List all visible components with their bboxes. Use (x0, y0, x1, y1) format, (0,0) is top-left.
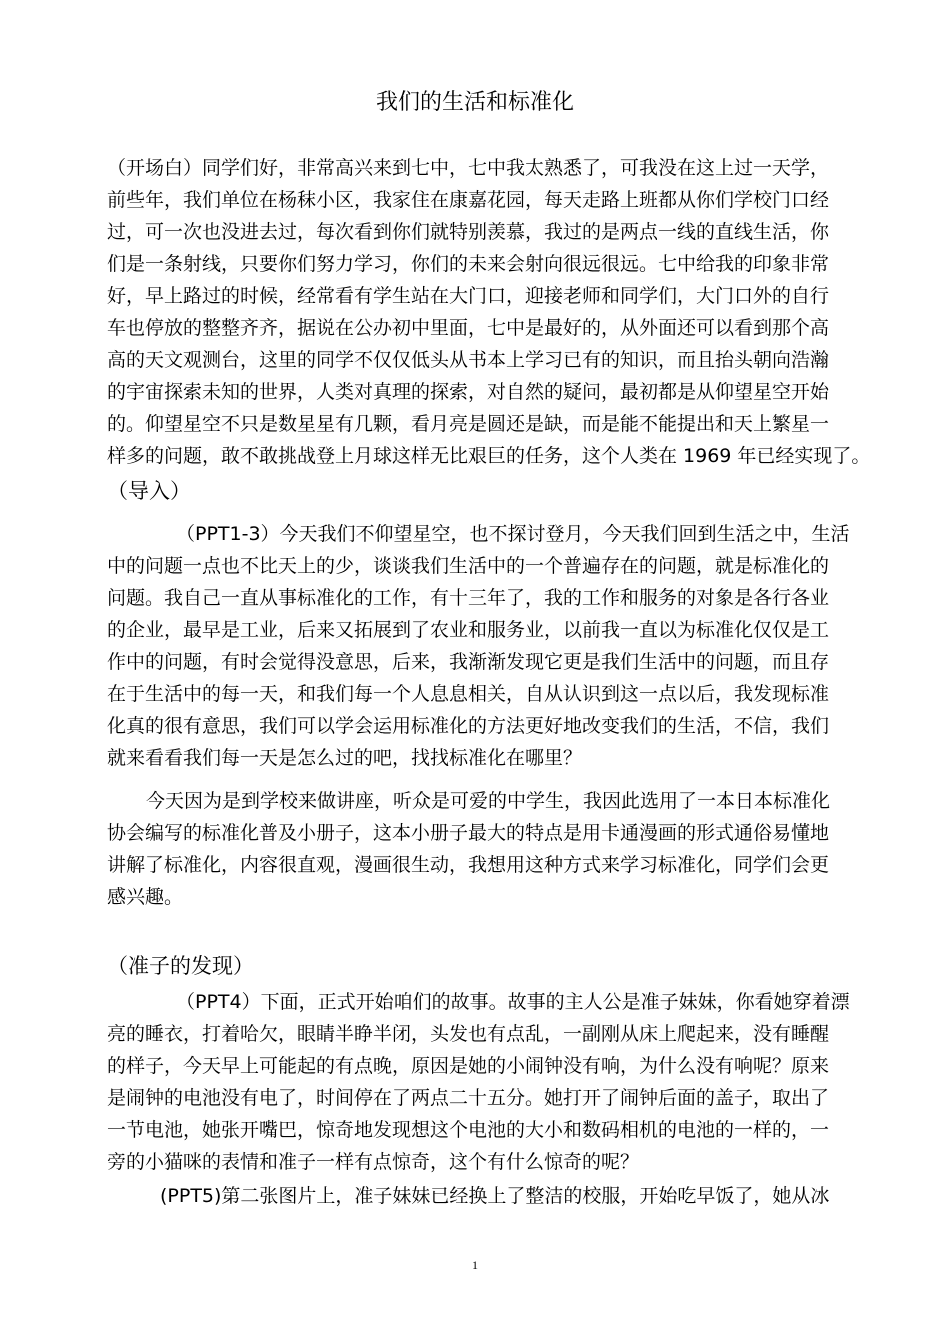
text-line: 高的天文观测台，这里的同学不仅仅低头从书本上学习已有的知识，而且抬头朝向浩瀚 (107, 349, 830, 371)
text-line: 的宇宙探索未知的世界，人类对真理的探索，对自然的疑问，最初都是从仰望星空开始 (107, 381, 830, 403)
text-line: 在于生活中的每一天，和我们每一个人息息相关，自从认识到这一点以后，我发现标准 (107, 683, 830, 705)
text-line: 好，早上路过的时候，经常看有学生站在大门口，迎接老师和同学们，大门口外的自行 (107, 285, 830, 307)
text-line: 讲解了标准化，内容很直观，漫画很生动，我想用这种方式来学习标准化，同学们会更 (107, 854, 830, 876)
text-line: 亮的睡衣，打着哈欠，眼睛半睁半闭，头发也有点乱，一副刚从床上爬起来，没有睡醒 (107, 1023, 830, 1045)
text-line: 的企业，最早是工业，后来又拓展到了农业和服务业，以前我一直以为标准化仅仅是工 (107, 619, 830, 641)
text-line: 中的问题一点也不比天上的少，谈谈我们生活中的一个普遍存在的问题，就是标准化的 (107, 555, 830, 577)
text-line: 的样子，今天早上可能起的有点晚，原因是她的小闹钟没有响，为什么没有响呢？原来 (107, 1055, 830, 1077)
text-line: (PPT5)第二张图片上，准子妹妹已经换上了整洁的校服，开始吃早饭了，她从冰 (160, 1185, 830, 1207)
text-line: 样多的问题，敢不敢挑战登上月球这样无比艰巨的任务，这个人类在 1969 年已经实现了。 (107, 445, 871, 467)
section-heading-intro: （导入） (107, 479, 191, 503)
text-line: 就来看看我们每一天是怎么过的吧，找找标准化在哪里？ (107, 747, 583, 769)
text-line: 旁的小猫咪的表情和准子一样有点惊奇，这个有什么惊奇的呢？ (107, 1151, 640, 1173)
text-line: （PPT1-3）今天我们不仰望星空，也不探讨登月，今天我们回到生活之中，生活 (176, 523, 850, 545)
text-line: 作中的问题，有时会觉得没意思，后来，我渐渐发现它更是我们生活中的问题，而且存 (107, 651, 830, 673)
text-line: 们是一条射线，只要你们努力学习，你们的未来会射向很远很远。七中给我的印象非常 (107, 253, 830, 275)
page-number: 1 (472, 1258, 478, 1272)
text-line: 前些年，我们单位在杨秣小区，我家住在康嘉花园，每天走路上班都从你们学校门口经 (107, 189, 830, 211)
text-line: 一节电池，她张开嘴巴，惊奇地发现想这个电池的大小和数码相机的电池的一样的，一 (107, 1119, 830, 1141)
text-line: 过，可一次也没进去过，每次看到你们就特别羡慕，我过的是两点一线的直线生活，你 (107, 221, 830, 243)
text-line: （开场白）同学们好，非常高兴来到七中，七中我太熟悉了，可我没在这上过一天学， (107, 157, 830, 179)
section-heading-discovery: （准子的发现） (107, 954, 254, 978)
page-title: 我们的生活和标准化 (375, 90, 574, 115)
text-line: 协会编写的标准化普及小册子，这本小册子最大的特点是用卡通漫画的形式通俗易懂地 (107, 822, 830, 844)
text-line: （PPT4）下面，正式开始咱们的故事。故事的主人公是准子妹妹，你看她穿着漂 (176, 991, 850, 1013)
text-line: 化真的很有意思，我们可以学会运用标准化的方法更好地改变我们的生活，不信，我们 (107, 715, 830, 737)
text-line: 今天因为是到学校来做讲座，听众是可爱的中学生，我因此选用了一本日本标准化 (146, 790, 831, 812)
text-line: 是闹钟的电池没有电了，时间停在了两点二十五分。她打开了闹钟后面的盖子，取出了 (107, 1087, 830, 1109)
text-line: 问题。我自己一直从事标准化的工作，有十三年了，我的工作和服务的对象是各行各业 (107, 587, 830, 609)
text-line: 车也停放的整整齐齐，据说在公办初中里面，七中是最好的，从外面还可以看到那个高 (107, 317, 830, 339)
text-line: 感兴趣。 (107, 886, 184, 908)
text-line: 的。仰望星空不只是数星星有几颗，看月亮是圆还是缺，而是能不能提出和天上繁星一 (107, 413, 830, 435)
